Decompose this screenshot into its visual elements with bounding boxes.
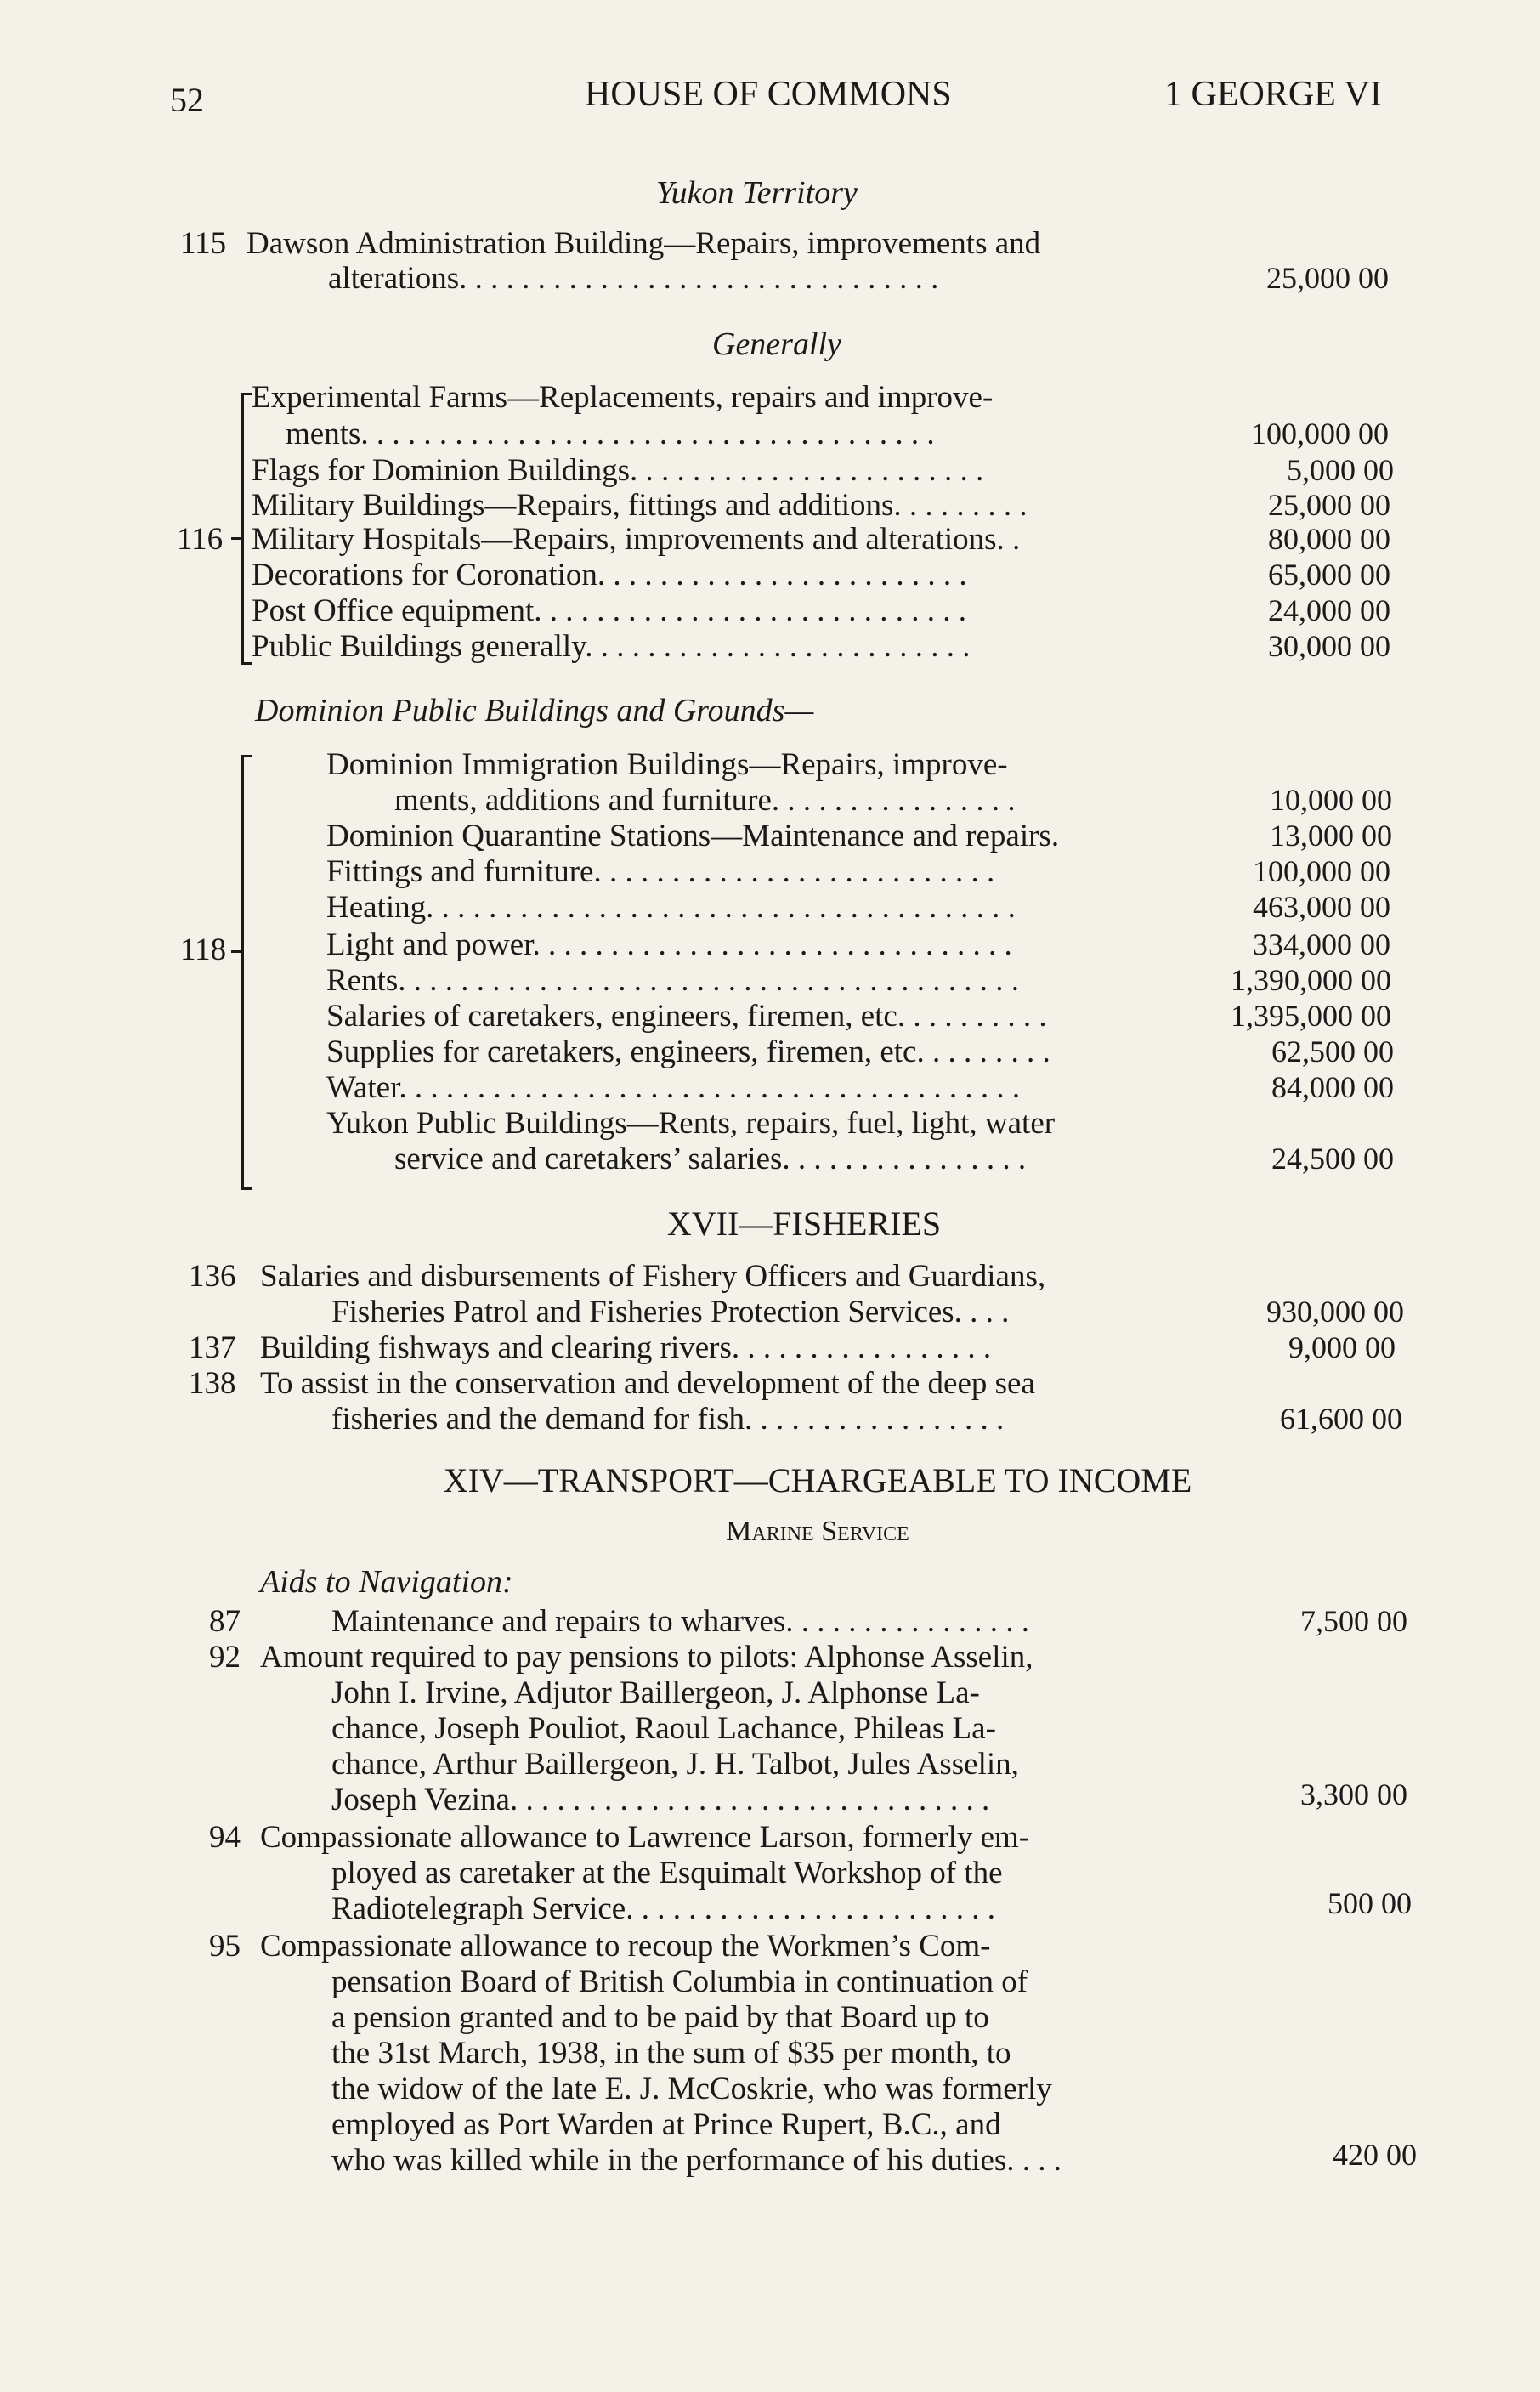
dominion-item-text: Salaries of caretakers, engineers, firemen, etc. . . . . . . . . . <box>326 999 1047 1034</box>
generally-item-text: Decorations for Coronation. . . . . . . . . . . . . . . . . . . . . . . . <box>252 558 967 592</box>
dominion-item-text: Rents. . . . . . . . . . . . . . . . . . . . . . . . . . . . . . . . . . . . . . . . <box>326 963 1020 998</box>
generally-item-amount: 5,000 00 <box>1287 453 1394 487</box>
page-number: 52 <box>170 81 204 119</box>
generally-item-amount: 24,000 00 <box>1268 593 1390 627</box>
transport-line-amount: 3,300 00 <box>1300 1777 1407 1811</box>
brace-118 <box>241 755 252 1190</box>
transport-line-amount: 420 00 <box>1333 2138 1417 2172</box>
vote-number: 87 <box>209 1604 241 1639</box>
dominion-item-text: Supplies for caretakers, engineers, firemen, etc. . . . . . . . . <box>326 1034 1050 1069</box>
amount-115: 25,000 00 <box>1266 261 1389 295</box>
generally-item-text: Public Buildings generally. . . . . . . . . . . . . . . . . . . . . . . . . <box>252 629 971 664</box>
subheading-marine-service: Marine Service <box>726 1516 909 1547</box>
dominion-item-amount: 1,395,000 00 <box>1231 999 1391 1033</box>
section-heading-fisheries: XVII—FISHERIES <box>666 1205 942 1243</box>
dominion-item-text: Dominion Quarantine Stations—Maintenance and repairs. <box>326 819 1060 853</box>
vote-number: 137 <box>189 1330 236 1365</box>
dominion-item-text: Yukon Public Buildings—Rents, repairs, fuel, light, water <box>326 1106 1056 1141</box>
transport-line-text: pensation Board of British Columbia in continuation of <box>331 1964 1028 1999</box>
section-heading-dominion: Dominion Public Buildings and Grounds— <box>255 693 814 728</box>
fisheries-line-text: To assist in the conservation and development of the deep sea <box>260 1366 1035 1401</box>
dominion-item-amount: 13,000 00 <box>1270 819 1392 853</box>
transport-line-amount: 7,500 00 <box>1300 1604 1407 1638</box>
item-115-line2: alterations. . . . . . . . . . . . . . . . . . . . . . . . . . . . . . . <box>328 261 939 296</box>
dominion-item-amount: 463,000 00 <box>1253 890 1390 924</box>
generally-item-amount: 80,000 00 <box>1268 522 1390 556</box>
transport-line-amount: 500 00 <box>1328 1886 1412 1920</box>
dominion-item-amount: 24,500 00 <box>1271 1142 1394 1176</box>
fisheries-line-text: Salaries and disbursements of Fishery Officers and Guardians, <box>260 1259 1046 1294</box>
transport-line-text: chance, Joseph Pouliot, Raoul Lachance, Phileas La- <box>331 1711 996 1746</box>
transport-line-text: Maintenance and repairs to wharves. . . . . . . . . . . . . . . . <box>331 1604 1029 1639</box>
vote-number-118: 118 <box>180 932 227 967</box>
generally-item-amount: 100,000 00 <box>1251 417 1389 451</box>
fisheries-line-amount: 9,000 00 <box>1288 1330 1396 1364</box>
vote-number: 94 <box>209 1820 241 1855</box>
transport-line-text: Joseph Vezina. . . . . . . . . . . . . . . . . . . . . . . . . . . . . . . <box>331 1783 990 1817</box>
generally-item-amount: 30,000 00 <box>1268 629 1390 663</box>
page-title: HOUSE OF COMMONS <box>585 75 952 114</box>
fisheries-line-text: Building fishways and clearing rivers. . . . . . . . . . . . . . . . . <box>260 1330 992 1365</box>
dominion-item-amount: 84,000 00 <box>1271 1070 1394 1104</box>
generally-item-amount: 65,000 00 <box>1268 558 1390 592</box>
brace-116-tip <box>231 537 243 540</box>
dominion-item-text: Fittings and furniture. . . . . . . . . . . . . . . . . . . . . . . . . . <box>326 854 995 889</box>
vote-number-115: 115 <box>180 226 227 261</box>
transport-line-text: Amount required to pay pensions to pilots: Alphonse Asselin, <box>260 1640 1033 1675</box>
regnal-year: 1 GEORGE VI <box>1164 75 1382 114</box>
section-heading-transport: XIV—TRANSPORT—CHARGEABLE TO INCOME <box>443 1461 1192 1499</box>
vote-number: 92 <box>209 1640 241 1675</box>
transport-line-text: the 31st March, 1938, in the sum of $35 per month, to <box>331 2036 1011 2071</box>
transport-line-text: who was killed while in the performance of his duties. . . . <box>331 2143 1062 2178</box>
generally-item-text: Post Office equipment. . . . . . . . . . . . . . . . . . . . . . . . . . . . <box>252 593 967 628</box>
dominion-item-amount: 100,000 00 <box>1253 854 1390 888</box>
dominion-item-amount: 10,000 00 <box>1270 783 1392 817</box>
transport-line-text: chance, Arthur Baillergeon, J. H. Talbot, Jules Asselin, <box>331 1747 1019 1782</box>
vote-number: 138 <box>189 1366 236 1401</box>
dominion-item-amount: 334,000 00 <box>1253 927 1390 961</box>
dominion-item-text: service and caretakers’ salaries. . . . . . . . . . . . . . . . <box>394 1142 1027 1176</box>
section-heading-yukon: Yukon Territory <box>656 175 858 211</box>
fisheries-line-text: fisheries and the demand for fish. . . . . . . . . . . . . . . . . <box>331 1402 1005 1437</box>
dominion-item-text: Water. . . . . . . . . . . . . . . . . . . . . . . . . . . . . . . . . . . . . . . . <box>326 1070 1021 1105</box>
generally-item-amount: 25,000 00 <box>1268 488 1390 522</box>
vote-number-116: 116 <box>177 522 224 557</box>
item-115-line1: Dawson Administration Building—Repairs, improvements and <box>246 226 1041 261</box>
transport-line-text: Radiotelegraph Service. . . . . . . . . . . . . . . . . . . . . . . . <box>331 1891 995 1926</box>
dominion-item-amount: 1,390,000 00 <box>1231 963 1391 997</box>
transport-line-text: Compassionate allowance to Lawrence Larson, formerly em- <box>260 1820 1030 1855</box>
transport-line-text: the widow of the late E. J. McCoskrie, who was formerly <box>331 2072 1052 2106</box>
vote-number: 95 <box>209 1929 241 1964</box>
fisheries-line-amount: 61,600 00 <box>1280 1402 1402 1436</box>
generally-item-text: Military Hospitals—Repairs, improvements and alterations. . <box>252 522 1021 557</box>
generally-item-text: Military Buildings—Repairs, fittings and additions. . . . . . . . . <box>252 488 1028 523</box>
vote-number: 136 <box>189 1259 236 1294</box>
transport-line-text: ployed as caretaker at the Esquimalt Workshop of the <box>331 1856 1003 1890</box>
brace-118-tip <box>231 950 243 953</box>
fisheries-line-text: Fisheries Patrol and Fisheries Protection Services. . . . <box>331 1295 1010 1329</box>
dominion-item-text: ments, additions and furniture. . . . . . . . . . . . . . . . <box>394 783 1016 818</box>
transport-line-text: a pension granted and to be paid by that Board up to <box>331 2000 989 2035</box>
dominion-item-text: Heating. . . . . . . . . . . . . . . . . . . . . . . . . . . . . . . . . . . . . . <box>326 890 1016 925</box>
transport-line-text: Compassionate allowance to recoup the Workmen’s Com- <box>260 1929 991 1964</box>
dominion-item-amount: 62,500 00 <box>1271 1034 1394 1068</box>
generally-item-text: Flags for Dominion Buildings. . . . . . . . . . . . . . . . . . . . . . . <box>252 453 984 488</box>
dominion-item-text: Light and power. . . . . . . . . . . . . . . . . . . . . . . . . . . . . . . <box>326 927 1012 962</box>
transport-line-text: John I. Irvine, Adjutor Baillergeon, J. Alphonse La- <box>331 1675 980 1710</box>
dominion-item-text: Dominion Immigration Buildings—Repairs, improve- <box>326 747 1008 782</box>
section-heading-generally: Generally <box>712 326 841 362</box>
fisheries-line-amount: 930,000 00 <box>1266 1295 1404 1329</box>
transport-line-text: employed as Port Warden at Prince Rupert, B.C., and <box>331 2107 1001 2142</box>
aids-to-navigation-heading: Aids to Navigation: <box>260 1564 513 1600</box>
generally-item-text: ments. . . . . . . . . . . . . . . . . . . . . . . . . . . . . . . . . . . . . <box>286 417 935 451</box>
generally-item-text: Experimental Farms—Replacements, repairs and improve- <box>252 380 994 415</box>
